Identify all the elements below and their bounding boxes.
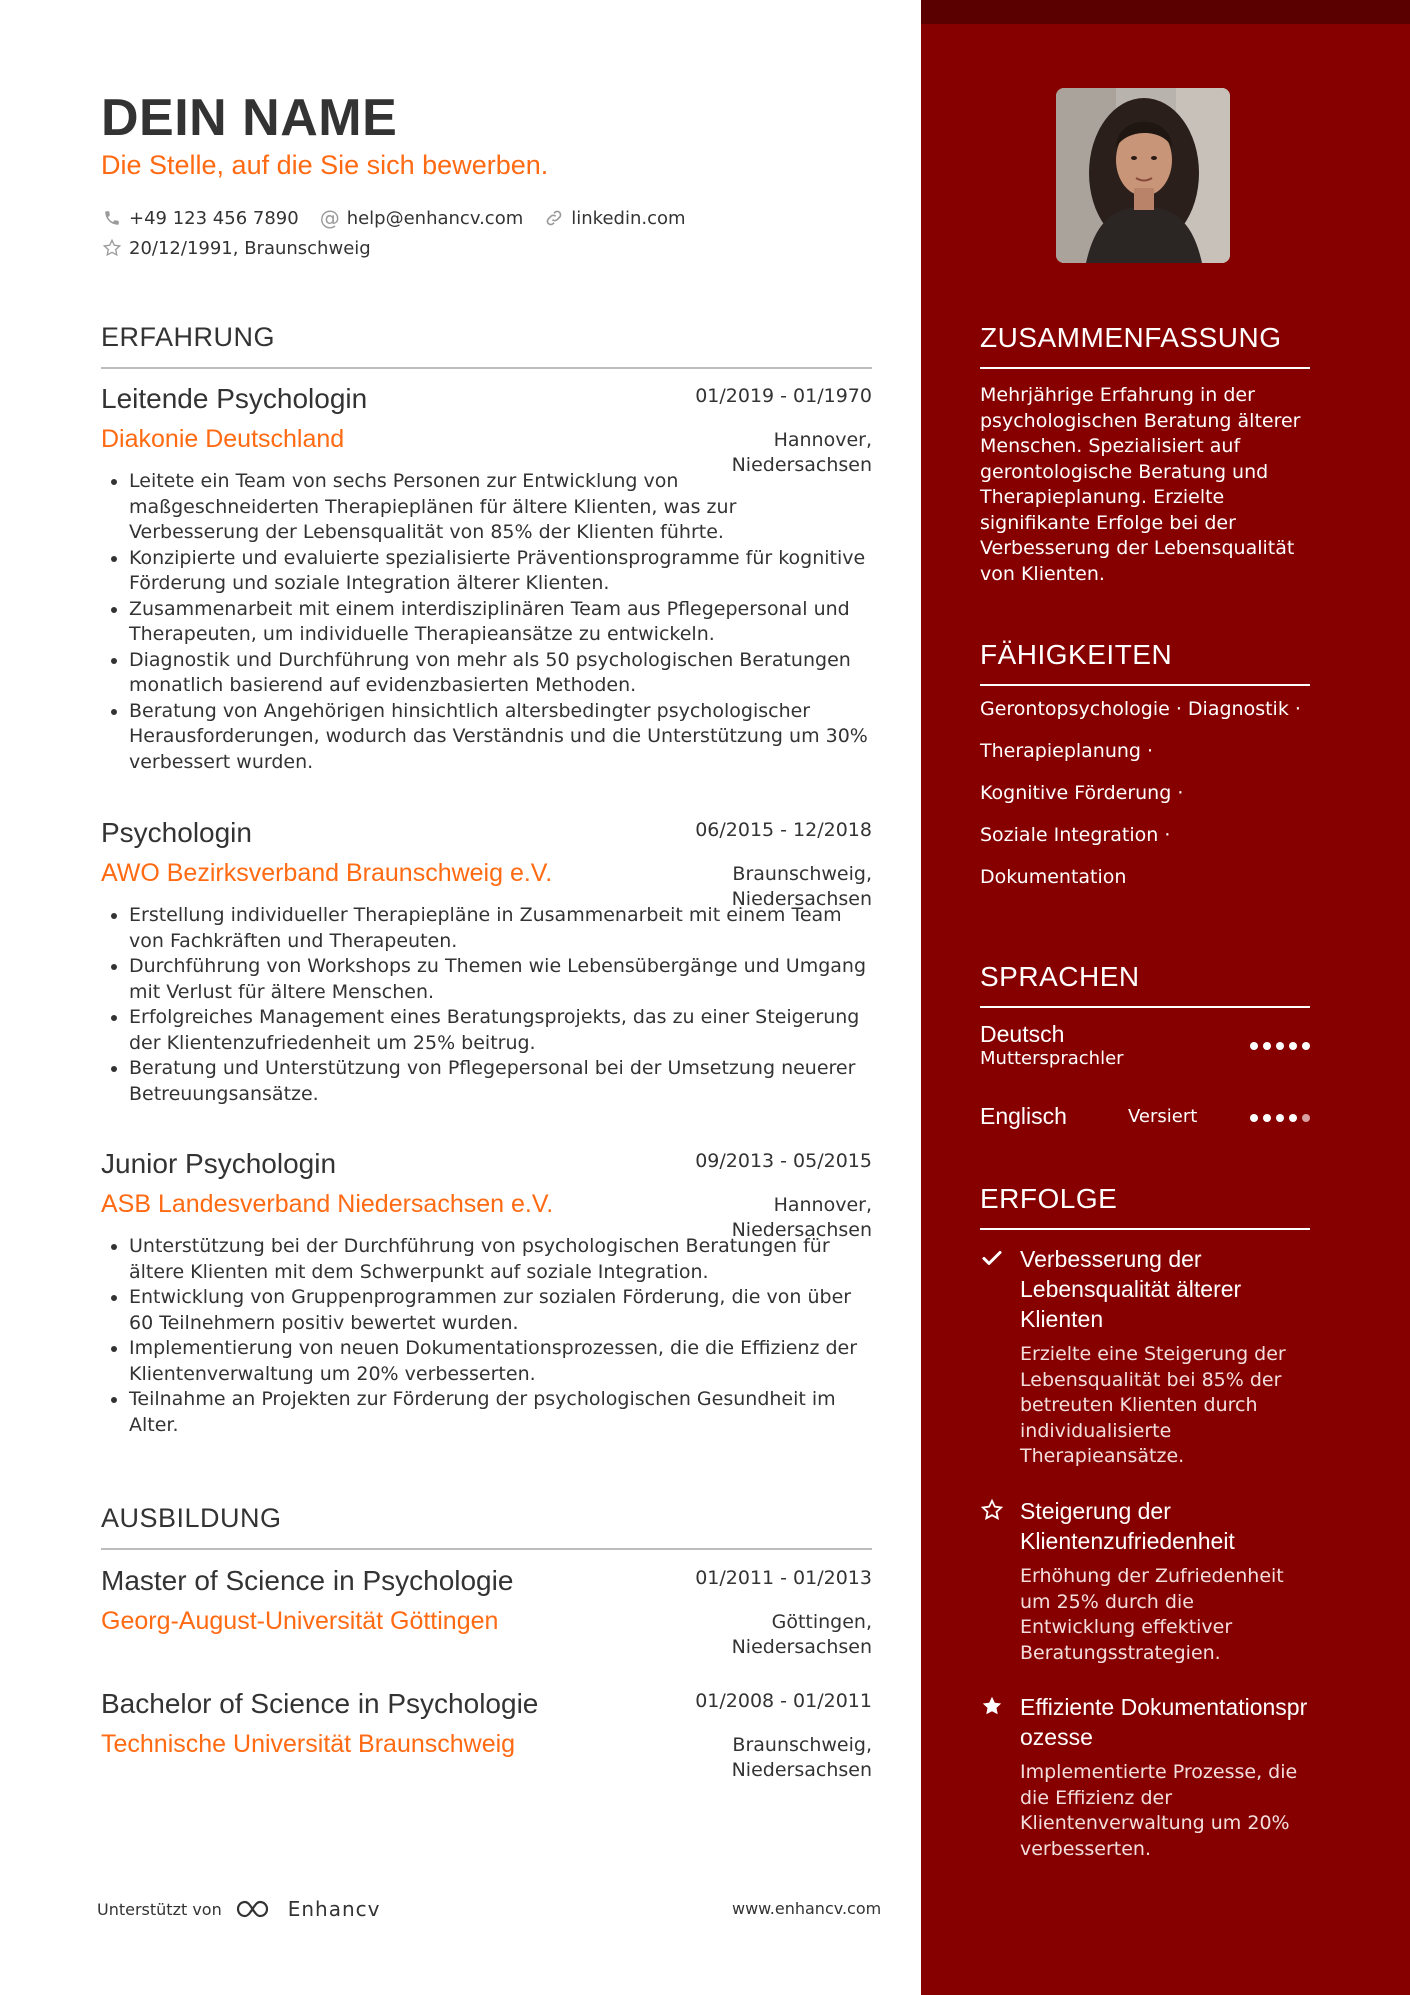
job-company: AWO Bezirksverband Braunschweig e.V. — [101, 859, 553, 887]
powered-label: Unterstützt von — [97, 1899, 222, 1919]
job-company: Diakonie Deutschland — [101, 425, 345, 453]
job-bullets — [101, 903, 872, 1107]
job-title: Psychologin — [101, 817, 252, 848]
experience-entry — [101, 817, 872, 1107]
link-icon — [543, 207, 565, 229]
education-heading: AUSBILDUNG — [101, 1503, 282, 1533]
list-item: • Implementierung von neuen Dokumentationsprozessen, die die Effizienz der Klientenverwaltung um 20% verbesserten. — [129, 1336, 872, 1387]
list-item: • Zusammenarbeit mit einem interdisziplinären Team aus Pflegepersonal und Therapeuten, um individuelle Therapieansätze zu entwickeln. — [129, 597, 872, 648]
phone-item — [101, 207, 299, 229]
school-location — [732, 1733, 872, 1783]
education-entry — [101, 1688, 872, 1781]
candidate-name: DEIN NAME — [101, 89, 398, 147]
achievement-item — [980, 1692, 1315, 1862]
job-date: 09/2013 - 05/2015 — [695, 1150, 872, 1172]
contact-info — [101, 203, 706, 263]
sidebar-top-bar — [921, 0, 1410, 24]
birth-text: 20/12/1991, Braunschweig — [129, 237, 371, 259]
summary-text: Mehrjährige Erfahrung in der psychologischen Beratung älterer Menschen. Spezialisiert auf gerontologische Beratung und Therapieplanung. Erzielte signifikante Erfolge bei der Verbesserung der Lebensqualität von Klienten. — [980, 384, 1301, 585]
achievement-title: Steigerung der Klientenzufriedenheit — [1020, 1498, 1235, 1554]
experience-divider — [101, 367, 872, 369]
achievement-title: Verbesserung der Lebensqualität älterer Klienten — [1020, 1246, 1242, 1332]
language-item — [980, 1103, 1310, 1137]
enhancv-logo-icon — [234, 1898, 280, 1920]
school-location — [732, 1610, 872, 1660]
list-item: • Beratung von Angehörigen hinsichtlich altersbedingter psychologischer Herausforderungen, wodurch das Verständnis und die Unterstützung um 30% verbessert wurden. — [129, 699, 872, 776]
check-icon — [980, 1246, 1004, 1270]
linkedin-text[interactable]: linkedin.com — [571, 207, 686, 229]
rating-dot — [1302, 1042, 1310, 1050]
list-item: • Diagnostik und Durchführung von mehr als 50 psychologischen Beratungen monatlich basierend auf evidenzbasierten Methoden. — [129, 648, 872, 699]
job-location-region: Niedersachsen — [731, 1219, 872, 1241]
list-item: • Erfolgreiches Management eines Beratungsprojekts, das zu einer Steigerung der Klientenzufriedenheit um 25% beitrug. — [129, 1005, 872, 1056]
degree-title: Bachelor of Science in Psychologie — [101, 1688, 539, 1719]
skills-heading: FÄHIGKEITEN — [980, 639, 1173, 670]
rating-dot — [1263, 1042, 1271, 1050]
school-location-region: Niedersachsen — [731, 1759, 872, 1781]
school-location-city: Braunschweig, — [732, 1734, 872, 1756]
language-level: Versiert — [1128, 1106, 1198, 1127]
job-location-city: Hannover, — [773, 429, 872, 451]
job-location-city: Hannover, — [773, 1194, 872, 1216]
star-outline-icon — [101, 237, 123, 259]
list-item: • Teilnahme an Projekten zur Förderung der psychologischen Gesundheit im Alter. — [129, 1387, 872, 1438]
list-item: • Erstellung individueller Therapiepläne in Zusammenarbeit mit einem Team von Fachkräften und Therapeuten. — [129, 903, 872, 954]
education-divider — [101, 1548, 872, 1550]
rating-dot — [1250, 1114, 1258, 1122]
achievement-desc: Erzielte eine Steigerung der Lebensqualität bei 85% der betreuten Klienten durch individualisierte Therapieansätze. — [1020, 1343, 1286, 1467]
school-name: Georg-August-Universität Göttingen — [101, 1607, 499, 1635]
degree-date: 01/2011 - 01/2013 — [695, 1567, 872, 1589]
list-item: • Entwicklung von Gruppenprogrammen zur sozialen Förderung, die von über 60 Teilnehmern positiv bewertet wurden. — [129, 1285, 872, 1336]
linkedin-item[interactable] — [543, 207, 685, 229]
skill-row: Kognitive Förderung · — [980, 782, 1184, 804]
experience-heading: ERFAHRUNG — [101, 322, 276, 352]
languages-heading: SPRACHEN — [980, 961, 1140, 992]
school-location-city: Göttingen, — [771, 1611, 872, 1633]
birth-item — [101, 237, 371, 259]
list-item: • Unterstützung bei der Durchführung von psychologischen Beratungen für ältere Klienten mit dem Schwerpunkt auf soziale Integration. — [129, 1234, 872, 1285]
achievement-item — [980, 1244, 1315, 1470]
rating-dot — [1289, 1042, 1297, 1050]
skill-row: Soziale Integration · — [980, 824, 1171, 846]
achievement-item — [980, 1496, 1315, 1666]
phone-icon — [101, 207, 123, 229]
email-text[interactable]: help@enhancv.com — [346, 207, 524, 229]
job-title: Junior Psychologin — [101, 1148, 337, 1179]
job-bullets — [101, 1234, 872, 1438]
job-location — [732, 1193, 872, 1243]
school-name: Technische Universität Braunschweig — [101, 1730, 516, 1758]
language-name: Deutsch — [980, 1021, 1065, 1047]
job-date: 06/2015 - 12/2018 — [695, 819, 872, 841]
job-company: ASB Landesverband Niedersachsen e.V. — [101, 1190, 554, 1218]
rating-dot — [1276, 1114, 1284, 1122]
language-rating — [1245, 1042, 1310, 1050]
summary-heading: ZUSAMMENFASSUNG — [980, 322, 1282, 353]
education-entry — [101, 1565, 872, 1658]
list-item: • Leitete ein Team von sechs Personen zur Entwicklung von maßgeschneiderten Therapieplänen für ältere Klienten, was zur Verbesserung der Lebensqualität von 85% der Klienten führte. — [129, 469, 872, 546]
skill-row: Therapieplanung · — [980, 740, 1154, 762]
email-item[interactable] — [319, 207, 524, 229]
summary-divider — [980, 367, 1310, 369]
profile-photo — [1056, 88, 1230, 263]
phone-text: +49 123 456 7890 — [129, 207, 299, 229]
job-date: 01/2019 - 01/1970 — [695, 385, 872, 407]
list-item: • Durchführung von Workshops zu Themen wie Lebensübergänge und Umgang mit Verlust für ältere Menschen. — [129, 954, 872, 1005]
achievement-desc: Erhöhung der Zufriedenheit um 25% durch die Entwicklung effektiver Beratungsstrategien. — [1020, 1565, 1284, 1664]
experience-entry — [101, 383, 872, 775]
job-location-region: Niedersachsen — [731, 888, 872, 910]
brand-name: Enhancv — [287, 1897, 381, 1921]
rating-dot — [1289, 1114, 1297, 1122]
languages-divider — [980, 1006, 1310, 1008]
achievement-desc: Implementierte Prozesse, die die Effizienz der Klientenverwaltung um 20% verbesserten. — [1020, 1761, 1298, 1860]
degree-date: 01/2008 - 01/2011 — [695, 1690, 872, 1712]
list-item: • Konzipierte und evaluierte spezialisierte Präventionsprogramme für kognitive Förderung und soziale Integration älterer Klienten. — [129, 546, 872, 597]
at-icon: @ — [319, 206, 340, 230]
star-filled-icon — [980, 1694, 1004, 1718]
list-item: • Beratung und Unterstützung von Pflegepersonal bei der Umsetzung neuerer Betreuungsansätze. — [129, 1056, 872, 1107]
rating-dot — [1302, 1114, 1310, 1122]
rating-dot — [1250, 1042, 1258, 1050]
school-location-region: Niedersachsen — [731, 1636, 872, 1658]
footer-url[interactable]: www.enhancv.com — [732, 1899, 882, 1918]
skill-row: Gerontopsychologie · Diagnostik · — [980, 698, 1301, 720]
rating-dot — [1263, 1114, 1271, 1122]
footer-powered-by[interactable] — [97, 1897, 381, 1921]
achievement-title: Effiziente Dokumentationsprozesse — [1020, 1694, 1308, 1750]
language-rating — [1245, 1114, 1310, 1122]
achievements-heading: ERFOLGE — [980, 1183, 1118, 1214]
experience-entry — [101, 1148, 872, 1438]
rating-dot — [1276, 1042, 1284, 1050]
job-location-city: Braunschweig, — [732, 863, 872, 885]
achievements-divider — [980, 1228, 1310, 1230]
job-location — [732, 428, 872, 478]
job-bullets — [101, 469, 872, 775]
language-level: Muttersprachler — [980, 1048, 1124, 1069]
star-outline-icon — [980, 1498, 1004, 1522]
skill-row: Dokumentation — [980, 866, 1127, 888]
target-role: Die Stelle, auf die Sie sich bewerben. — [101, 150, 549, 180]
job-location-region: Niedersachsen — [731, 454, 872, 476]
skills-divider — [980, 684, 1310, 686]
language-item — [980, 1021, 1310, 1081]
job-title: Leitende Psychologin — [101, 383, 368, 414]
degree-title: Master of Science in Psychologie — [101, 1565, 514, 1596]
skills-list — [980, 698, 1320, 908]
language-name: Englisch — [980, 1103, 1067, 1129]
job-location — [732, 862, 872, 912]
